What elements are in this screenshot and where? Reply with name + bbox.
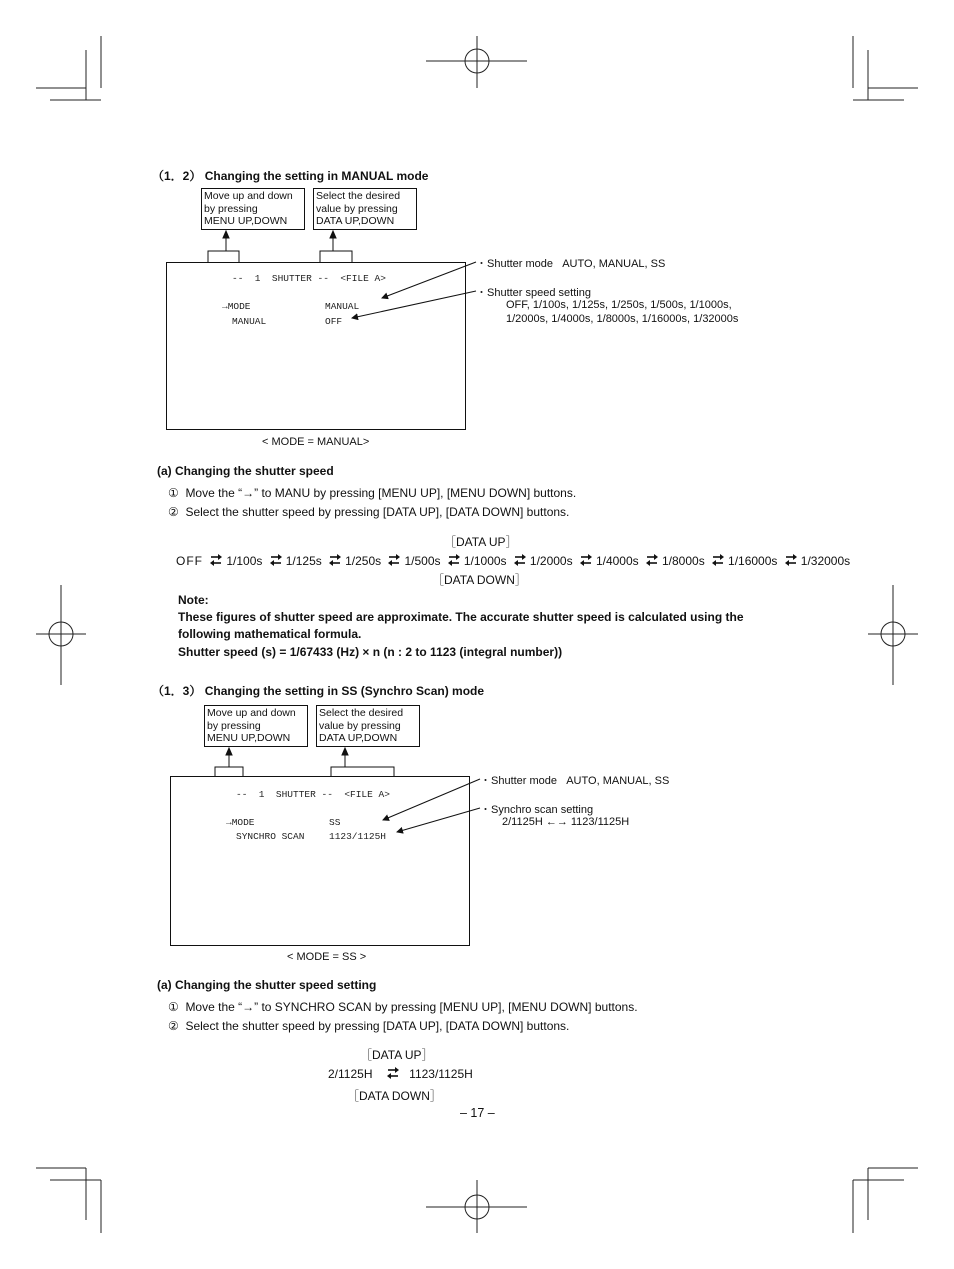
speed-value: 1/2000s [529,554,573,568]
callout-line: DATA UP,DOWN [316,215,395,227]
callout-line: by pressing [207,719,261,732]
bullet: ・ [480,775,491,787]
section-13-number: （1．3） [152,684,202,698]
speed-value: 1/125s [285,554,322,568]
note-line2: following mathematical formula. [178,627,362,641]
bullet: ・ [476,258,487,270]
sub-a2-step1 [168,1000,638,1014]
step-text: Select the shutter speed by pressing [DATA UP], [DATA DOWN] buttons. [185,505,570,519]
step-text: Move the “→” to MANU by pressing [MENU UP], [MENU DOWN] buttons. [185,486,577,500]
step-number: ① [168,1000,179,1014]
speed-value: 1/8000s [661,554,705,568]
callout-line: Move up and down [207,707,296,719]
note-formula: Shutter speed (s) = 1/67433 (Hz) × n (n : 2 to 1123 (integral number)) [178,645,563,659]
scan-value: 1123/1125H [409,1067,473,1081]
speed-value: OFF [176,554,203,568]
up-down-arrows-icon [386,1067,400,1081]
sub-a2-heading: (a) Changing the shutter speed setting [157,978,377,992]
callout-line: Select the desired [316,190,401,202]
note-synchro-scan [480,801,593,817]
screen-row1-value: SS [329,817,341,828]
note-shutter-mode [480,772,669,788]
note-scan-range: 2/1125H ←→ 1123/1125H [502,816,630,828]
callout-line: DATA UP,DOWN [319,732,398,744]
callout-line: value by pressing [316,202,398,215]
speed-value: 1/32000s [800,554,851,568]
step-number: ① [168,486,179,500]
note-value: AUTO, MANUAL, SS [566,775,670,787]
section-12-number: （1．2） [152,169,202,183]
data-up-label: ［DATA UP］ [360,1048,434,1062]
bullet: ・ [476,287,487,299]
note-label: Shutter speed setting [487,287,591,299]
data-up-label: ［DATA UP］ [444,535,518,549]
step-number: ② [168,505,179,519]
note-line1: These figures of shutter speed are approximate. The accurate shutter speed is calculated using the [178,610,744,624]
step-text: Move the “→” to SYNCHRO SCAN by pressing [MENU UP], [MENU DOWN] buttons. [185,1000,638,1014]
step-number: ② [168,1019,179,1033]
note-speed-line1: OFF, 1/100s, 1/125s, 1/250s, 1/500s, 1/1000s, [506,299,732,311]
screen-row2-value: OFF [325,316,343,327]
section-12-title: Changing the setting in MANUAL mode [204,169,429,183]
note-label: Shutter mode [487,258,554,270]
screen-row2-value: 1123/1125H [329,831,387,842]
note-value: AUTO, MANUAL, SS [562,258,666,270]
note-title: Note: [178,593,209,607]
callout-line: MENU UP,DOWN [204,215,288,227]
speed-value: 1/250s [345,554,382,568]
screen-row2-label: MANUAL [232,316,267,327]
note-label: Synchro scan setting [491,804,594,816]
screen-row1-label: →MODE [226,817,255,828]
sub-a1-heading: (a) Changing the shutter speed [157,464,334,478]
section-13-title: Changing the setting in SS (Synchro Scan) mode [204,684,485,698]
page-number: – 17 – [460,1106,495,1120]
data-down-label: ［DATA DOWN］ [432,573,527,587]
data-down-label: ［DATA DOWN］ [347,1089,442,1103]
callout-line: Select the desired [319,707,404,719]
synchro-sequence [328,1066,473,1081]
screen-row2-label: SYNCHRO SCAN [236,831,305,842]
bullet: ・ [480,804,491,816]
speed-value: 1/4000s [595,554,639,568]
screen-row1-value: MANUAL [325,301,360,312]
sub-a2-step2 [168,1019,569,1033]
caption-ss: < MODE = SS > [287,951,367,963]
screen-title: -- 1 SHUTTER -- <FILE A> [236,789,390,800]
step-text: Select the shutter speed by pressing [DATA UP], [DATA DOWN] buttons. [185,1019,570,1033]
speed-value: 1/500s [404,554,441,568]
speed-value: 1/1000s [463,554,507,568]
callout-line: Move up and down [204,190,293,202]
callout-line: MENU UP,DOWN [207,732,291,744]
speed-value: 1/16000s [728,554,778,568]
note-speed-line2: 1/2000s, 1/4000s, 1/8000s, 1/16000s, 1/32000s [506,313,739,325]
caption-manual: < MODE = MANUAL> [262,436,370,448]
speed-value: 1/100s [226,554,263,568]
screen-row1-label: →MODE [222,301,251,312]
callout-line: value by pressing [319,719,401,732]
scan-value: 2/1125H [328,1067,373,1081]
note-label: Shutter mode [491,775,558,787]
screen-title: -- 1 SHUTTER -- <FILE A> [232,273,386,284]
callout-line: by pressing [204,202,258,215]
